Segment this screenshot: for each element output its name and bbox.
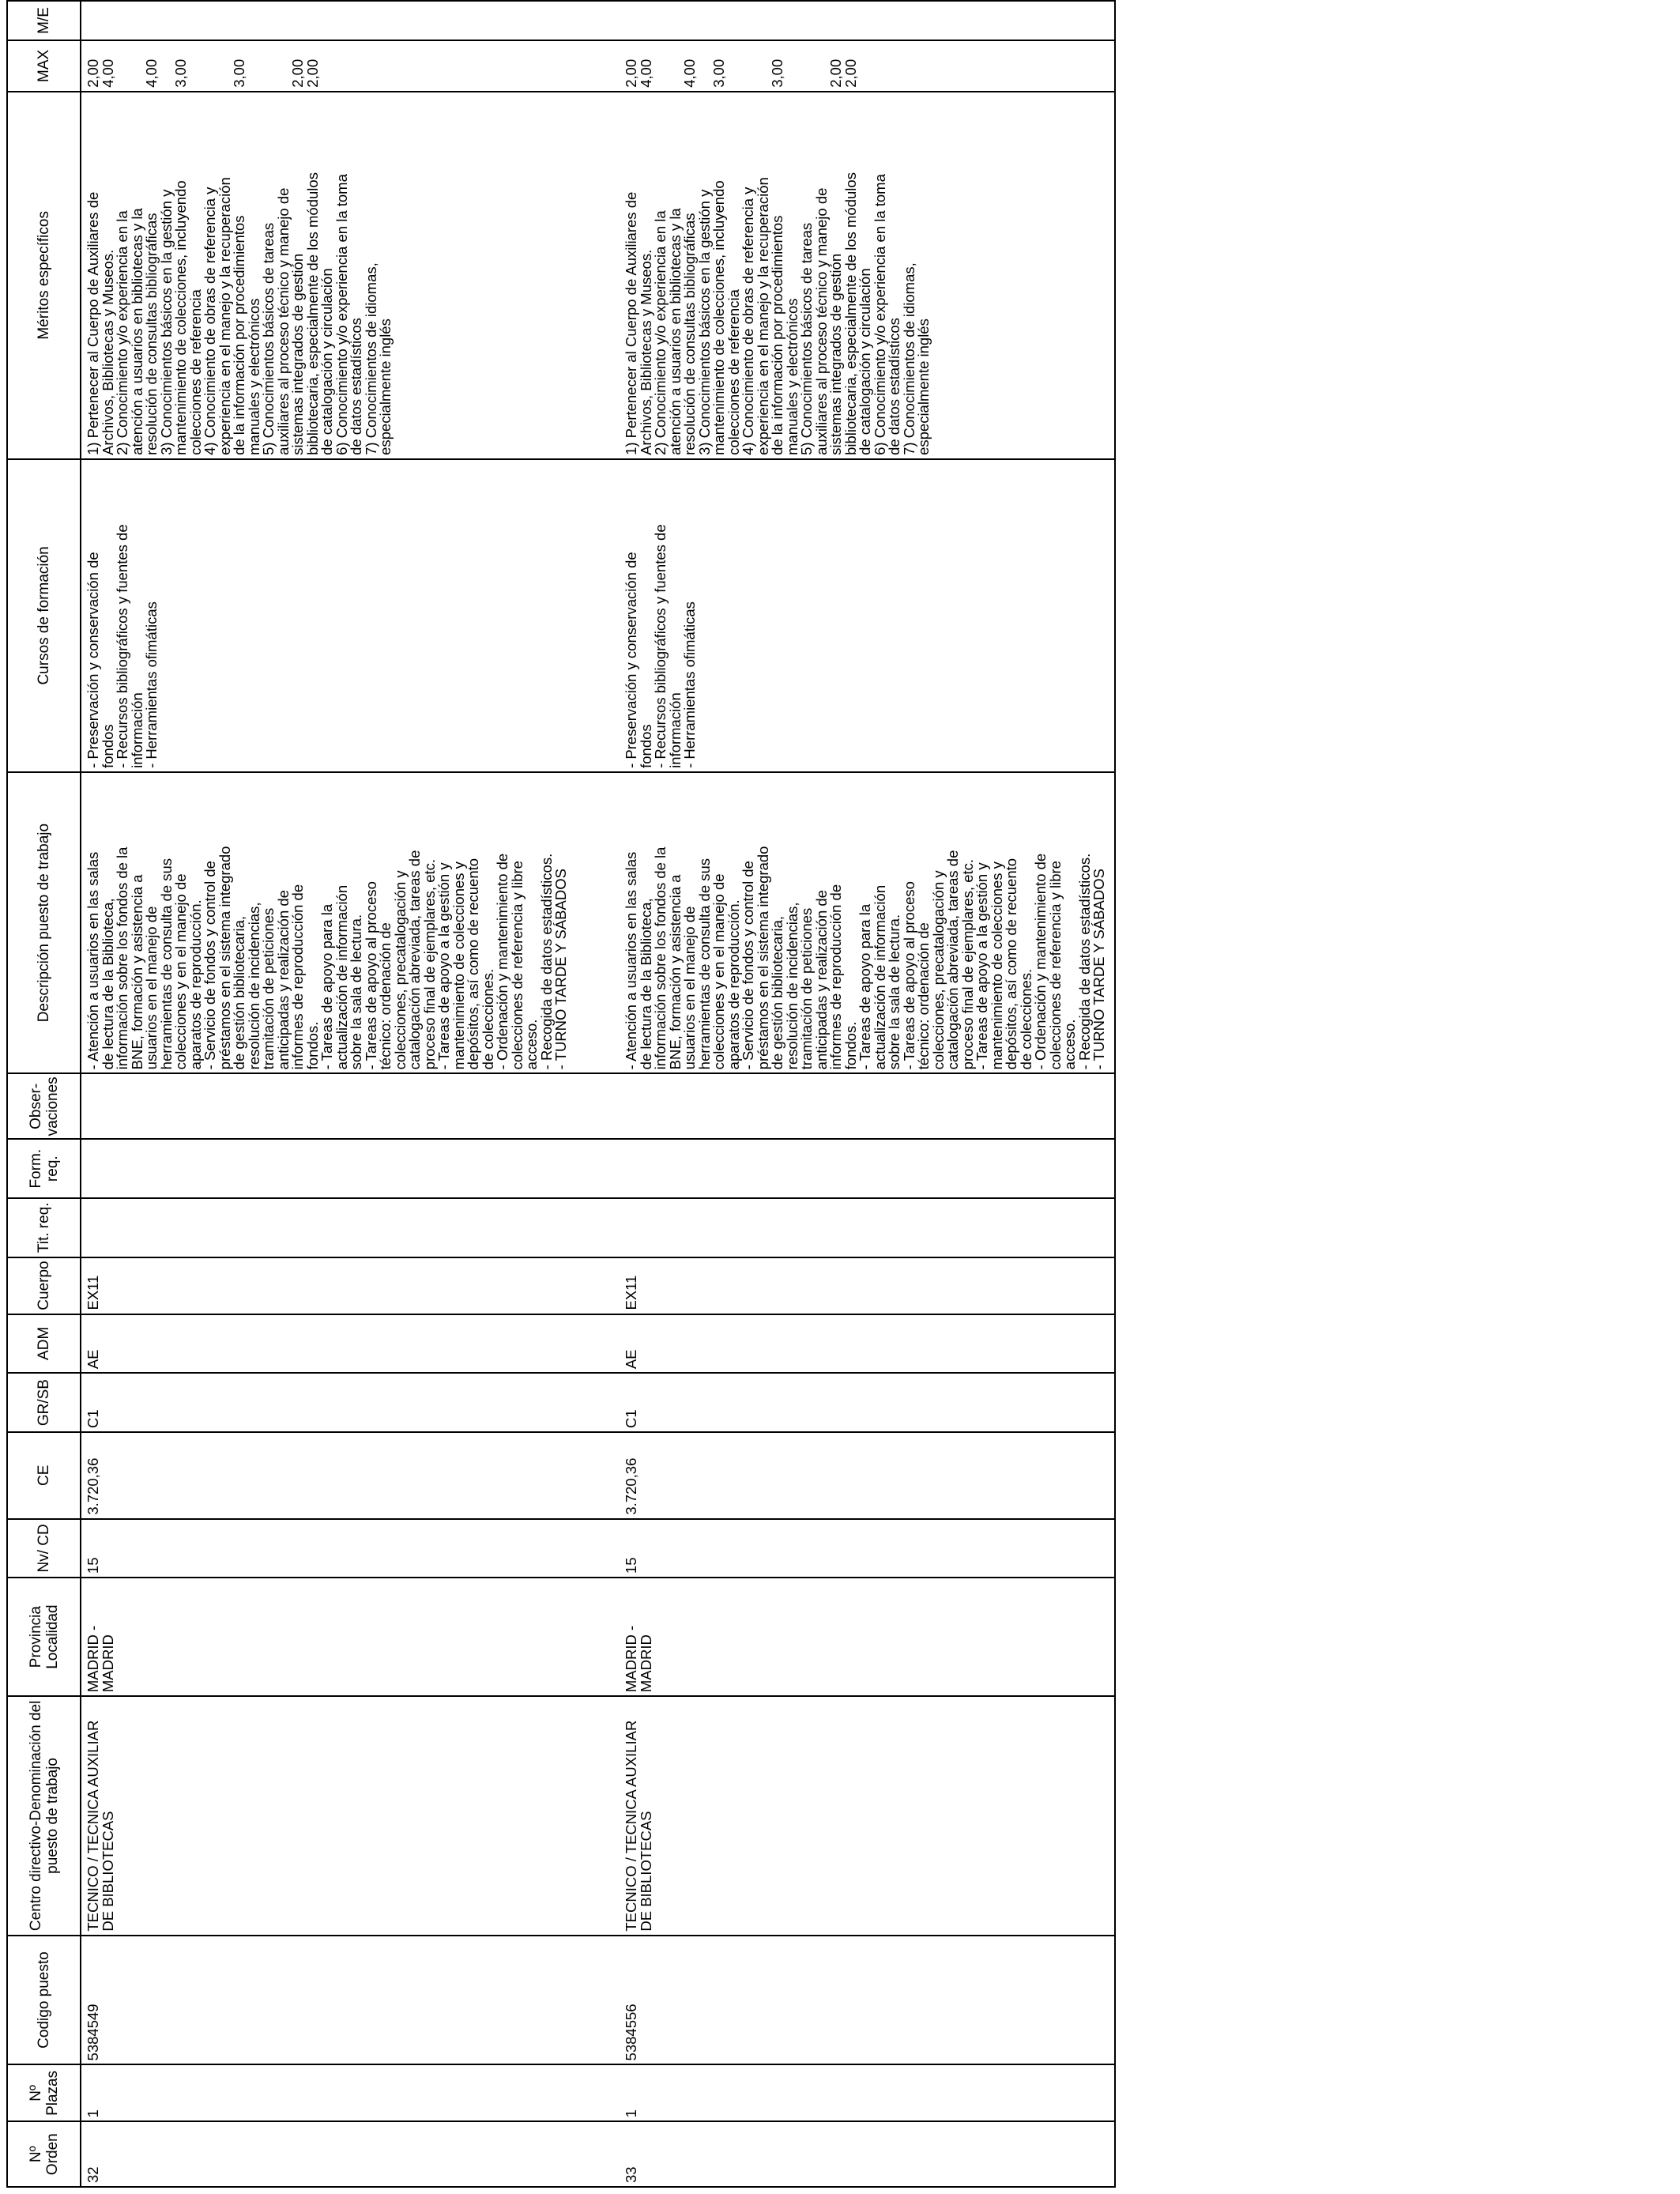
table-row bbox=[620, 1, 1115, 2187]
cell-formacion bbox=[81, 1139, 620, 1198]
header-max: MAX bbox=[7, 40, 81, 92]
cell-provincia: MADRID - MADRID bbox=[81, 1578, 620, 1696]
header-plazas: Nº Plazas bbox=[7, 2064, 81, 2121]
cell-plazas: 1 bbox=[620, 2064, 1115, 2121]
cell-me bbox=[620, 1, 1115, 40]
header-centro: Centro directivo-Denominación del puesto de trabajo bbox=[7, 1696, 81, 1935]
table-row bbox=[81, 1, 620, 2187]
header-ce: CE bbox=[7, 1432, 81, 1519]
job-positions-table bbox=[6, 0, 1116, 2188]
header-formacion: Form. req. bbox=[7, 1139, 81, 1198]
cell-grupo: C1 bbox=[620, 1373, 1115, 1432]
header-descripcion: Descripción puesto de trabajo bbox=[7, 772, 81, 1073]
cell-max: 2,00 4,00 4,00 3,00 3,00 2,00 2,00 bbox=[620, 40, 1115, 92]
cell-cursos: - Preservación y conservación de fondos - Recursos bibliográficos y fuentes de información - Herramientas ofimáticas bbox=[81, 459, 620, 772]
cell-cuerpo: EX11 bbox=[81, 1257, 620, 1314]
cell-observaciones bbox=[81, 1073, 620, 1139]
cell-codigo: 5384549 bbox=[81, 1936, 620, 2065]
header-titulacion: Tit. req. bbox=[7, 1198, 81, 1257]
cell-observaciones bbox=[620, 1073, 1115, 1139]
cell-descripcion: - Atención a usuarios en las salas de lectura de la Biblioteca, información sobre los fondos de la BNE, formación y asistencia a usuarios en el manejo de herramientas de consulta de sus colecciones y en el manejo de aparatos de reproducción. - Servicio de fondos y control de préstamos en el sistema integrado de gestión bibliotecaria, resolución de incidencias, tramitación de peticiones anticipadas y realización de informes de reproducción de fondos. - Tareas de apoyo para la actualización de información sobre la sala de lectura. - Tareas de apoyo al proceso técnico: ordenación de colecciones, precatalogación y catalogación abreviada, tareas de proceso final de ejemplares, etc. - Tareas de apoyo a la gestión y mantenimiento de colecciones y depósitos, así como de recuento de colecciones. - Ordenación y mantenimiento de colecciones de referencia y libre acceso. - Recogida de datos estadísticos. - TURNO TARDE Y SÁBADOS bbox=[620, 772, 1115, 1073]
header-codigo: Codigo puesto bbox=[7, 1936, 81, 2065]
cell-titulacion bbox=[81, 1198, 620, 1257]
cell-orden: 32 bbox=[81, 2121, 620, 2187]
cell-adm: AE bbox=[81, 1314, 620, 1374]
cell-me bbox=[81, 1, 620, 40]
cell-adm: AE bbox=[620, 1314, 1115, 1374]
header-meritos: Méritos específicos bbox=[7, 92, 81, 459]
header-provincia: Provincia Localidad bbox=[7, 1578, 81, 1696]
cell-nivel: 15 bbox=[81, 1519, 620, 1578]
header-observaciones: Obser-vaciones bbox=[7, 1073, 81, 1139]
cell-nivel: 15 bbox=[620, 1519, 1115, 1578]
cell-plazas: 1 bbox=[81, 2064, 620, 2121]
cell-centro: TECNICO / TECNICA AUXILIAR DE BIBLIOTECAS bbox=[81, 1696, 620, 1935]
cell-ce: 3.720,36 bbox=[620, 1432, 1115, 1519]
cell-codigo: 5384556 bbox=[620, 1936, 1115, 2065]
cell-formacion bbox=[620, 1139, 1115, 1198]
header-row bbox=[7, 1, 81, 2187]
header-adm: ADM bbox=[7, 1314, 81, 1374]
cell-meritos: 1) Pertenecer al Cuerpo de Auxiliares de Archivos, Bibliotecas y Museos. 2) Conocimiento y/o experiencia en la atención a usuarios en bibliotecas y la resolución de consultas bibliográficas 3) Conocimientos básicos en la gestión y mantenimiento de colecciones, incluyendo colecciones de referencia 4) Conocimiento de obras de referencia y experiencia en el manejo y la recuperación de la información por procedimientos manuales y electrónicos 5) Conocimientos básicos de tareas auxiliares al proceso técnico y manejo de sistemas integrados de gestión bibliotecaria, especialmente de los módulos de catalogación y circulación 6) Conocimiento y/o experiencia en la toma de datos estadísticos 7) Conocimientos de idiomas, especialmente inglés bbox=[620, 92, 1115, 459]
cell-cuerpo: EX11 bbox=[620, 1257, 1115, 1314]
header-orden: Nº Orden bbox=[7, 2121, 81, 2187]
cell-cursos: - Preservación y conservación de fondos - Recursos bibliográficos y fuentes de información - Herramientas ofimáticas bbox=[620, 459, 1115, 772]
cell-max: 2,00 4,00 4,00 3,00 3,00 2,00 2,00 bbox=[81, 40, 620, 92]
cell-centro: TECNICO / TECNICA AUXILIAR DE BIBLIOTECAS bbox=[620, 1696, 1115, 1935]
cell-meritos: 1) Pertenecer al Cuerpo de Auxiliares de Archivos, Bibliotecas y Museos. 2) Conocimiento y/o experiencia en la atención a usuarios en bibliotecas y la resolución de consultas bibliográficas 3) Conocimientos básicos en la gestión y mantenimiento de colecciones, incluyendo colecciones de referencia 4) Conocimiento de obras de referencia y experiencia en el manejo y la recuperación de la información por procedimientos manuales y electrónicos 5) Conocimientos básicos de tareas auxiliares al proceso técnico y manejo de sistemas integrados de gestión bibliotecaria, especialmente de los módulos de catalogación y circulación 6) Conocimiento y/o experiencia en la toma de datos estadísticos 7) Conocimientos de idiomas, especialmente inglés bbox=[81, 92, 620, 459]
header-cursos: Cursos de formación bbox=[7, 459, 81, 772]
cell-descripcion: - Atención a usuarios en las salas de lectura de la Biblioteca, información sobre los fondos de la BNE, formación y asistencia a usuarios en el manejo de herramientas de consulta de sus colecciones y en el manejo de aparatos de reproducción. - Servicio de fondos y control de préstamos en el sistema integrado de gestión bibliotecaria, resolución de incidencias, tramitación de peticiones anticipadas y realización de informes de reproducción de fondos. - Tareas de apoyo para la actualización de información sobre la sala de lectura. - Tareas de apoyo al proceso técnico: ordenación de colecciones, precatalogación y catalogación abreviada, tareas de proceso final de ejemplares, etc. - Tareas de apoyo a la gestión y mantenimiento de colecciones y depósitos, así como de recuento de colecciones. - Ordenación y mantenimiento de colecciones de referencia y libre acceso. - Recogida de datos estadísticos. - TURNO TARDE Y SÁBADOS bbox=[81, 772, 620, 1073]
header-me: M/E bbox=[7, 1, 81, 40]
header-nivel: Nv/ CD bbox=[7, 1519, 81, 1578]
cell-ce: 3.720,36 bbox=[81, 1432, 620, 1519]
header-cuerpo: Cuerpo bbox=[7, 1257, 81, 1314]
cell-orden: 33 bbox=[620, 2121, 1115, 2187]
cell-titulacion bbox=[620, 1198, 1115, 1257]
cell-grupo: C1 bbox=[81, 1373, 620, 1432]
header-grupo: GR/SB bbox=[7, 1373, 81, 1432]
cell-provincia: MADRID - MADRID bbox=[620, 1578, 1115, 1696]
